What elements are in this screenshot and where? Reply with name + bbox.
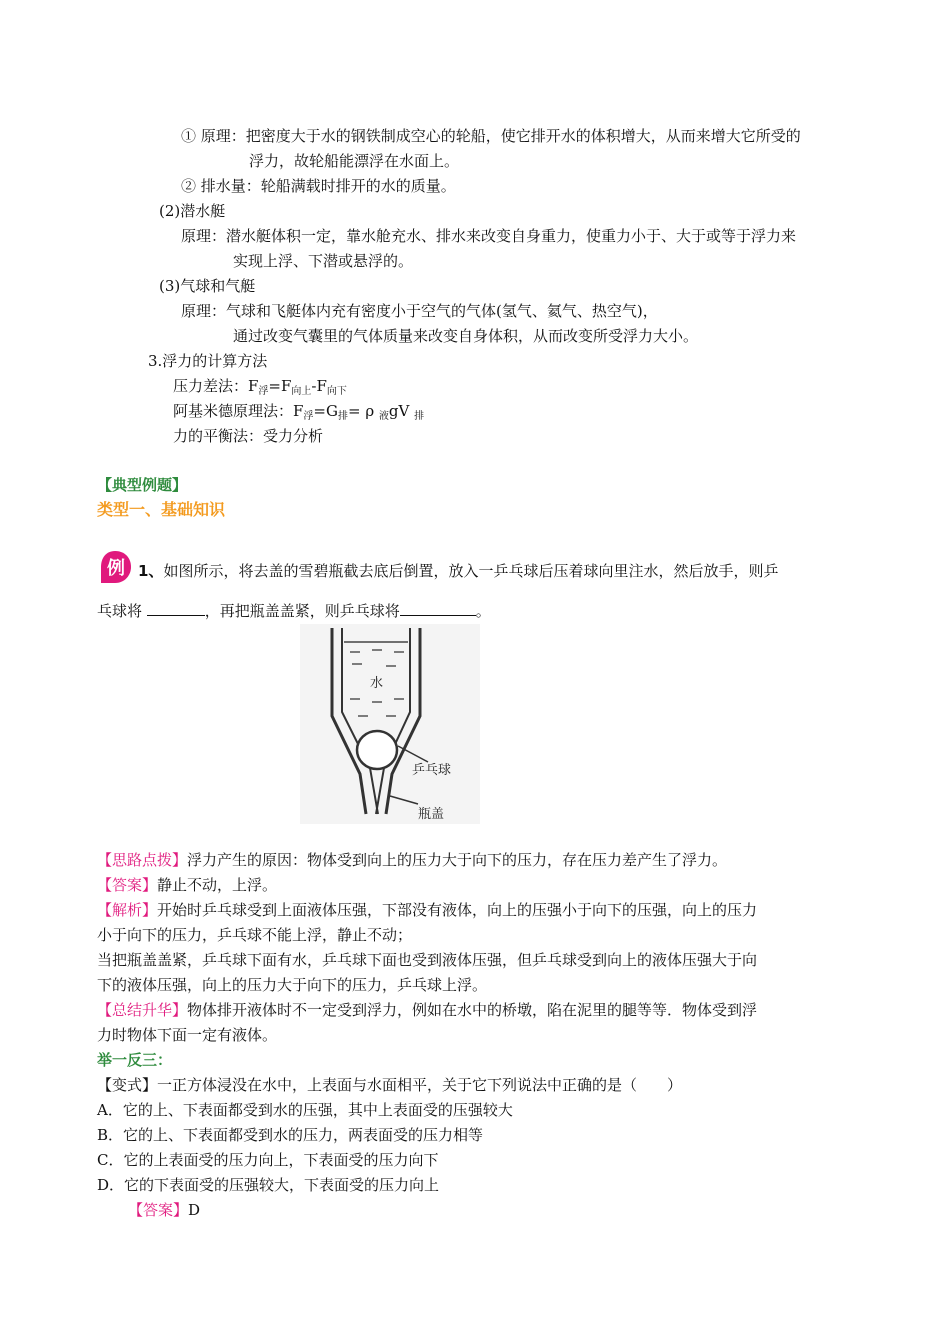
analysis-line4: 下的液体压强，向上的压力大于向下的压力，乒乓球上浮。 — [97, 976, 488, 994]
variant-question: 【变式】一正方体浸没在水中，上表面与水面相平，关于它下列说法中正确的是（ ） — [97, 1076, 683, 1094]
text-line-principle-ship-cont: 浮力，故轮船能漂浮在水面上。 — [249, 152, 460, 170]
hint-line: 【思路点拨】浮力产生的原因：物体受到向上的压力大于向下的压力，存在压力差产生了浮力。 — [97, 851, 728, 869]
option-a: A．它的上、下表面都受到水的压强，其中上表面受的压强较大 — [97, 1101, 513, 1119]
text-line-displacement: ② 排水量：轮船满载时排开的水的质量。 — [181, 177, 456, 195]
analysis-line3: 当把瓶盖盖紧，乒乓球下面有水，乒乓球下面也受到液体压强，但乒乓球受到向上的液体压强大于向 — [97, 951, 758, 969]
figure-label-water: 水 — [370, 676, 384, 691]
summary-line1: 【总结升华】物体排开液体时不一定受到浮力，例如在水中的桥墩，陷在泥里的腿等等．物体受到浮 — [97, 1001, 758, 1019]
variant-answer: 【答案】D — [128, 1201, 201, 1219]
analysis-line2: 小于向下的压力，乒乓球不能上浮，静止不动； — [97, 926, 413, 944]
option-b: B．它的上、下表面都受到水的压力，两表面受的压力相等 — [97, 1126, 484, 1144]
example-question-line1: 1、如图所示，将去盖的雪碧瓶截去底后倒置，放入一乒乓球后压着球向里注水，然后放手，则乒 — [138, 562, 779, 580]
formula-balance: 力的平衡法：受力分析 — [173, 427, 324, 445]
section-typical-examples: 【典型例题】 — [97, 476, 188, 494]
example-badge-icon — [97, 549, 133, 585]
option-d: D．它的下表面受的压强较大，下表面受的压力向上 — [97, 1176, 440, 1194]
formula-pressure-difference: 压力差法：$F_浮=F_{向上}-F_{向下}$ — [173, 377, 347, 397]
svg-text:例: 例 — [107, 558, 125, 579]
answer-blank-1[interactable] — [147, 600, 205, 616]
figure-label-cap: 瓶盖 — [418, 807, 445, 822]
bottle-figure — [300, 624, 480, 824]
answer-line: 【答案】静止不动，上浮。 — [97, 876, 278, 894]
text-line-balloon: (3)气球和气艇 — [159, 277, 256, 295]
section-type-one: 类型一、基础知识 — [97, 500, 226, 519]
figure-label-ball: 乒乓球 — [412, 763, 452, 778]
formula-archimedes: 阿基米德原理法：$F_浮=G_排= \rho$ $_液$gV $_排$ — [173, 402, 425, 422]
option-c: C．它的上表面受的压力向上，下表面受的压力向下 — [97, 1151, 439, 1169]
text-line-submarine: (2)潜水艇 — [159, 202, 226, 220]
text-line-balloon-principle-cont: 通过改变气囊里的气体质量来改变自身体积，从而改变所受浮力大小。 — [233, 327, 699, 345]
answer-blank-2[interactable] — [400, 600, 476, 616]
variant-header: 举一反三： — [97, 1051, 173, 1069]
text-line-principle-ship: ① 原理：把密度大于水的钢铁制成空心的轮船，使它排开水的体积增大，从而来增大它所受的 — [181, 127, 801, 145]
text-line-submarine-principle-cont: 实现上浮、下潜或悬浮的。 — [233, 252, 414, 270]
text-line-calc-methods: 3.浮力的计算方法 — [148, 352, 268, 370]
summary-line2: 力时物体下面一定有液体。 — [97, 1026, 278, 1044]
text-line-submarine-principle: 原理：潜水艇体积一定，靠水舱充水、排水来改变自身重力，使重力小于、大于或等于浮力来 — [181, 227, 797, 245]
text-line-balloon-principle: 原理：气球和飞艇体内充有密度小于空气的气体(氢气、氦气、热空气)， — [181, 302, 658, 320]
example-question-line2: 乓球将 ，再把瓶盖盖紧，则乒乓球将 。 — [97, 602, 491, 620]
analysis-line1: 【解析】开始时乒乓球受到上面液体压强，下部没有液体，向上的压强小于向下的压强，向上的压力 — [97, 901, 758, 919]
